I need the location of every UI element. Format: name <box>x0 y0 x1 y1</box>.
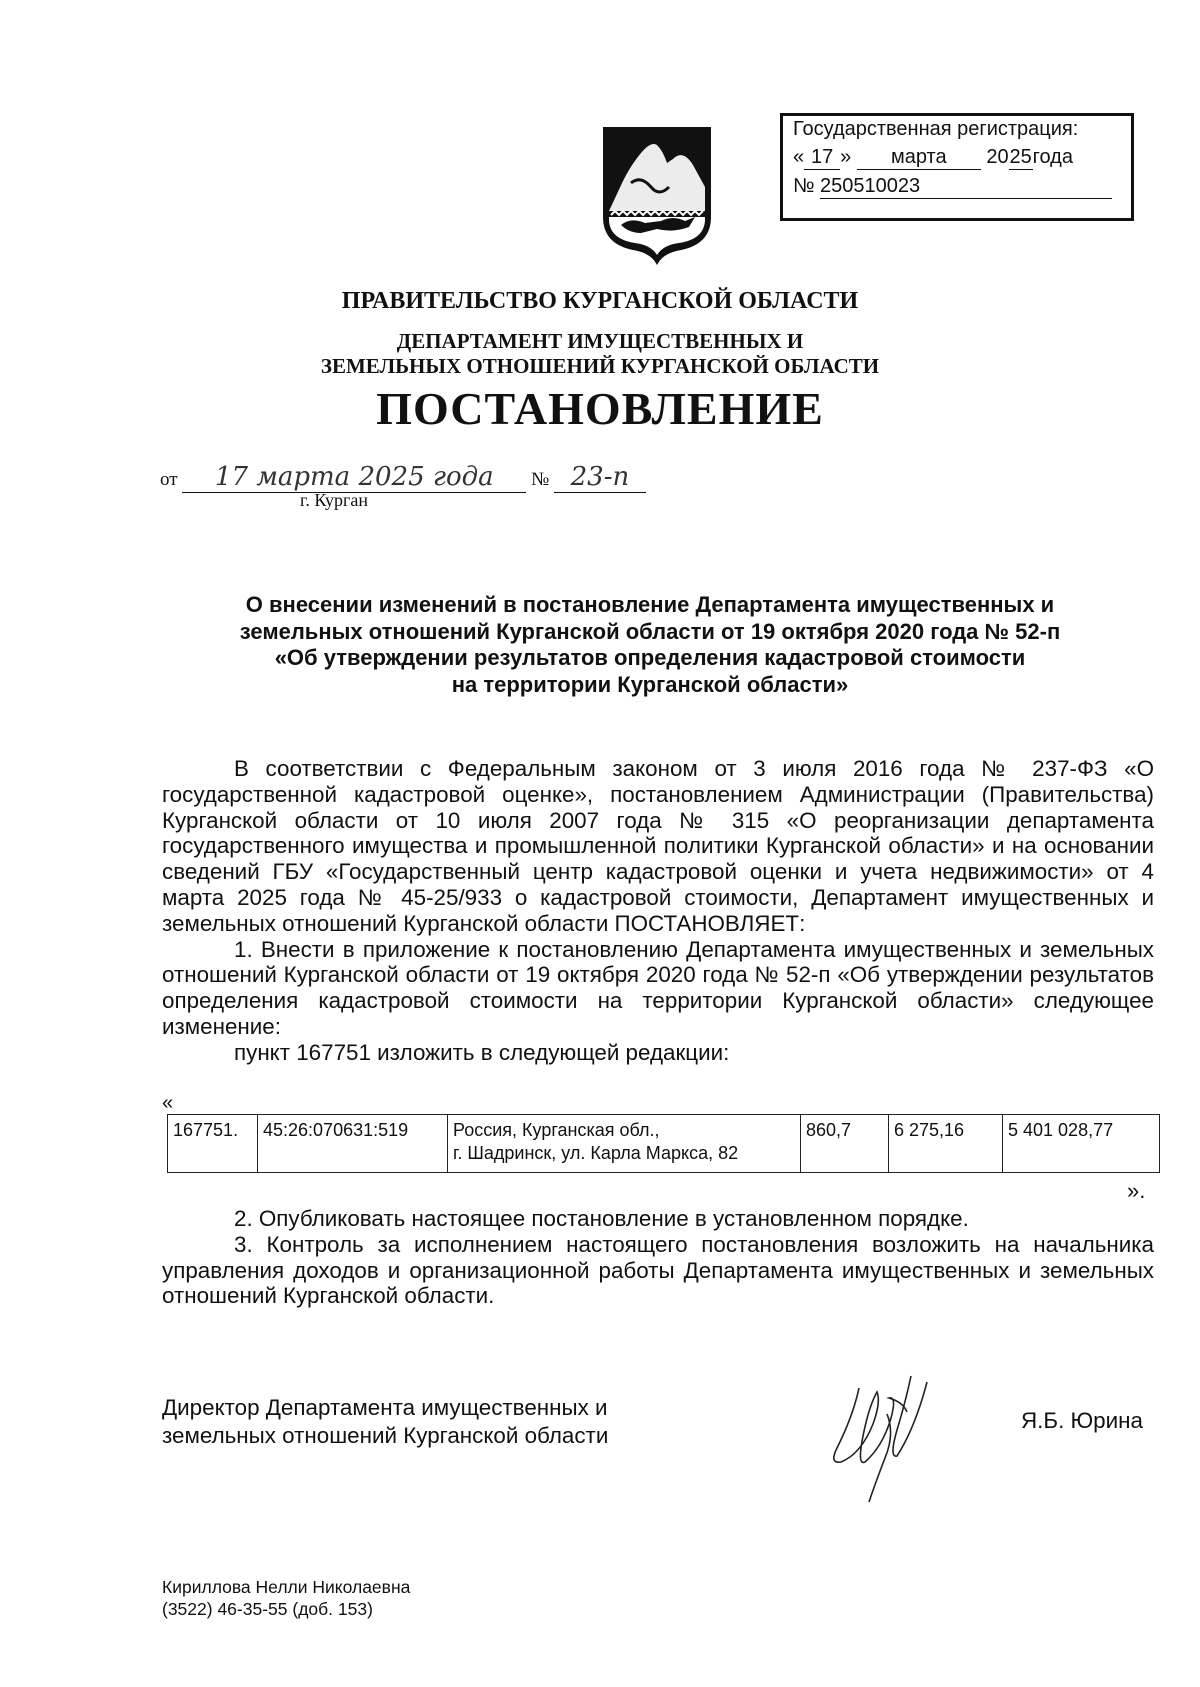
registration-day: 17 <box>804 146 840 170</box>
quote-close: ». <box>1127 1178 1146 1203</box>
registration-number: 250510023 <box>820 175 1112 199</box>
signatory-position-line1: Директор Департамента имущественных и <box>162 1395 608 1420</box>
coat-of-arms-emblem-icon <box>601 125 713 265</box>
body-text-continued <box>162 1206 1154 1309</box>
document-type-heading: ПОСТАНОВЛЕНИЕ <box>376 383 824 434</box>
registration-stamp <box>780 113 1134 221</box>
title-line3: «Об утверждении результатов определения кадастровой стоимости <box>274 645 1026 670</box>
cell-num: 167751. <box>168 1115 258 1173</box>
handwritten-signature <box>819 1366 939 1506</box>
quote-open: « <box>162 1092 174 1114</box>
registration-year-prefix: 20 <box>986 146 1009 168</box>
date-number-label: № <box>531 469 550 490</box>
city-name: г. Курган <box>300 490 369 510</box>
item3-paragraph: 3. Контроль за исполнением настоящего постановления возложить на начальника управления доходов и организационной работы Департамента имущественных и земельных отношений Курганской области. <box>162 1231 1154 1309</box>
number-field <box>554 462 646 493</box>
cell-address <box>448 1115 801 1173</box>
registration-year-suffix: 25 <box>1009 146 1032 168</box>
cell-value: 5 401 028,77 <box>1003 1115 1160 1173</box>
item1-paragraph: 1. Внести в приложение к постановлению Департамента имущественных и земельных отношений Курганской области от 19 октября 2020 года № 52-п «Об утверждении результатов определения кадастровой стоимости на территории Курганской области» следующее изменение: <box>162 936 1154 1039</box>
date-handwritten: 17 марта 2025 года <box>214 462 494 492</box>
registration-date: « 17 » марта 2025года <box>793 146 1073 168</box>
contact-phone: (3522) 46-35-55 (доб. 153) <box>162 1599 373 1619</box>
item1-sub-paragraph: пункт 167751 изложить в следующей редакции: <box>234 1039 730 1065</box>
department-name-line1: ДЕПАРТАМЕНТ ИМУЩЕСТВЕННЫХ И <box>396 329 804 353</box>
department-name <box>0 329 1200 379</box>
title-line4: на территории Курганской области» <box>451 671 849 697</box>
registration-number-label: № <box>793 175 815 197</box>
document-title <box>160 592 1140 698</box>
table-row <box>168 1115 1160 1173</box>
date-line <box>160 462 646 493</box>
contact-info <box>162 1576 410 1620</box>
registration-title: Государственная регистрация: <box>793 118 1079 140</box>
registration-month: марта <box>857 146 981 170</box>
signatory-position-line2: земельных отношений Курганской области <box>162 1423 609 1448</box>
date-from-label: от <box>160 469 178 490</box>
signatory-position <box>162 1394 608 1450</box>
address-line2: г. Шадринск, ул. Карла Маркса, 82 <box>453 1143 739 1163</box>
contact-name: Кириллова Нелли Николаевна <box>162 1577 411 1597</box>
title-line1: О внесении изменений в постановление Департамента имущественных и <box>245 592 1055 617</box>
cell-cadastral: 45:26:070631:519 <box>258 1115 448 1173</box>
title-line2: земельных отношений Курганской области от 19 октября 2020 года № 52-п <box>239 618 1061 644</box>
date-field <box>182 462 526 493</box>
preamble-paragraph: В соответствии с Федеральным законом от 3 июля 2016 года № 237-ФЗ «О государственной кадастровой оценке», постановлением Администрации (Правительства) Курганской области от 10 июля 2007 года № 315 «О реорганизации департамента государственного имущества и промышленной политики Курганской области» и на основании сведений ГБУ «Государственный центр кадастровой оценки и учета недвижимости» от 4 марта 2025 года № 45-25/933 о кадастровой стоимости, Департамент имущественных и земельных отношений Курганской области ПОСТАНОВЛЯЕТ: <box>162 756 1154 936</box>
department-name-line2: ЗЕМЕЛЬНЫХ ОТНОШЕНИЙ КУРГАНСКОЙ ОБЛАСТИ <box>320 354 880 378</box>
item2-paragraph: 2. Опубликовать настоящее постановление в установленном порядке. <box>234 1206 969 1231</box>
signatory-name: Я.Б. Юрина <box>1021 1408 1143 1433</box>
number-handwritten: 23-п <box>570 462 630 492</box>
registration-year-word: года <box>1032 146 1073 168</box>
registration-number-line <box>793 175 1112 199</box>
address-line1: Россия, Курганская обл., <box>453 1120 660 1140</box>
cell-area: 860,7 <box>801 1115 889 1173</box>
cell-rate: 6 275,16 <box>889 1115 1003 1173</box>
body-text <box>162 756 1154 1066</box>
cadastral-table <box>167 1114 1160 1173</box>
government-name: ПРАВИТЕЛЬСТВО КУРГАНСКОЙ ОБЛАСТИ <box>341 288 859 314</box>
